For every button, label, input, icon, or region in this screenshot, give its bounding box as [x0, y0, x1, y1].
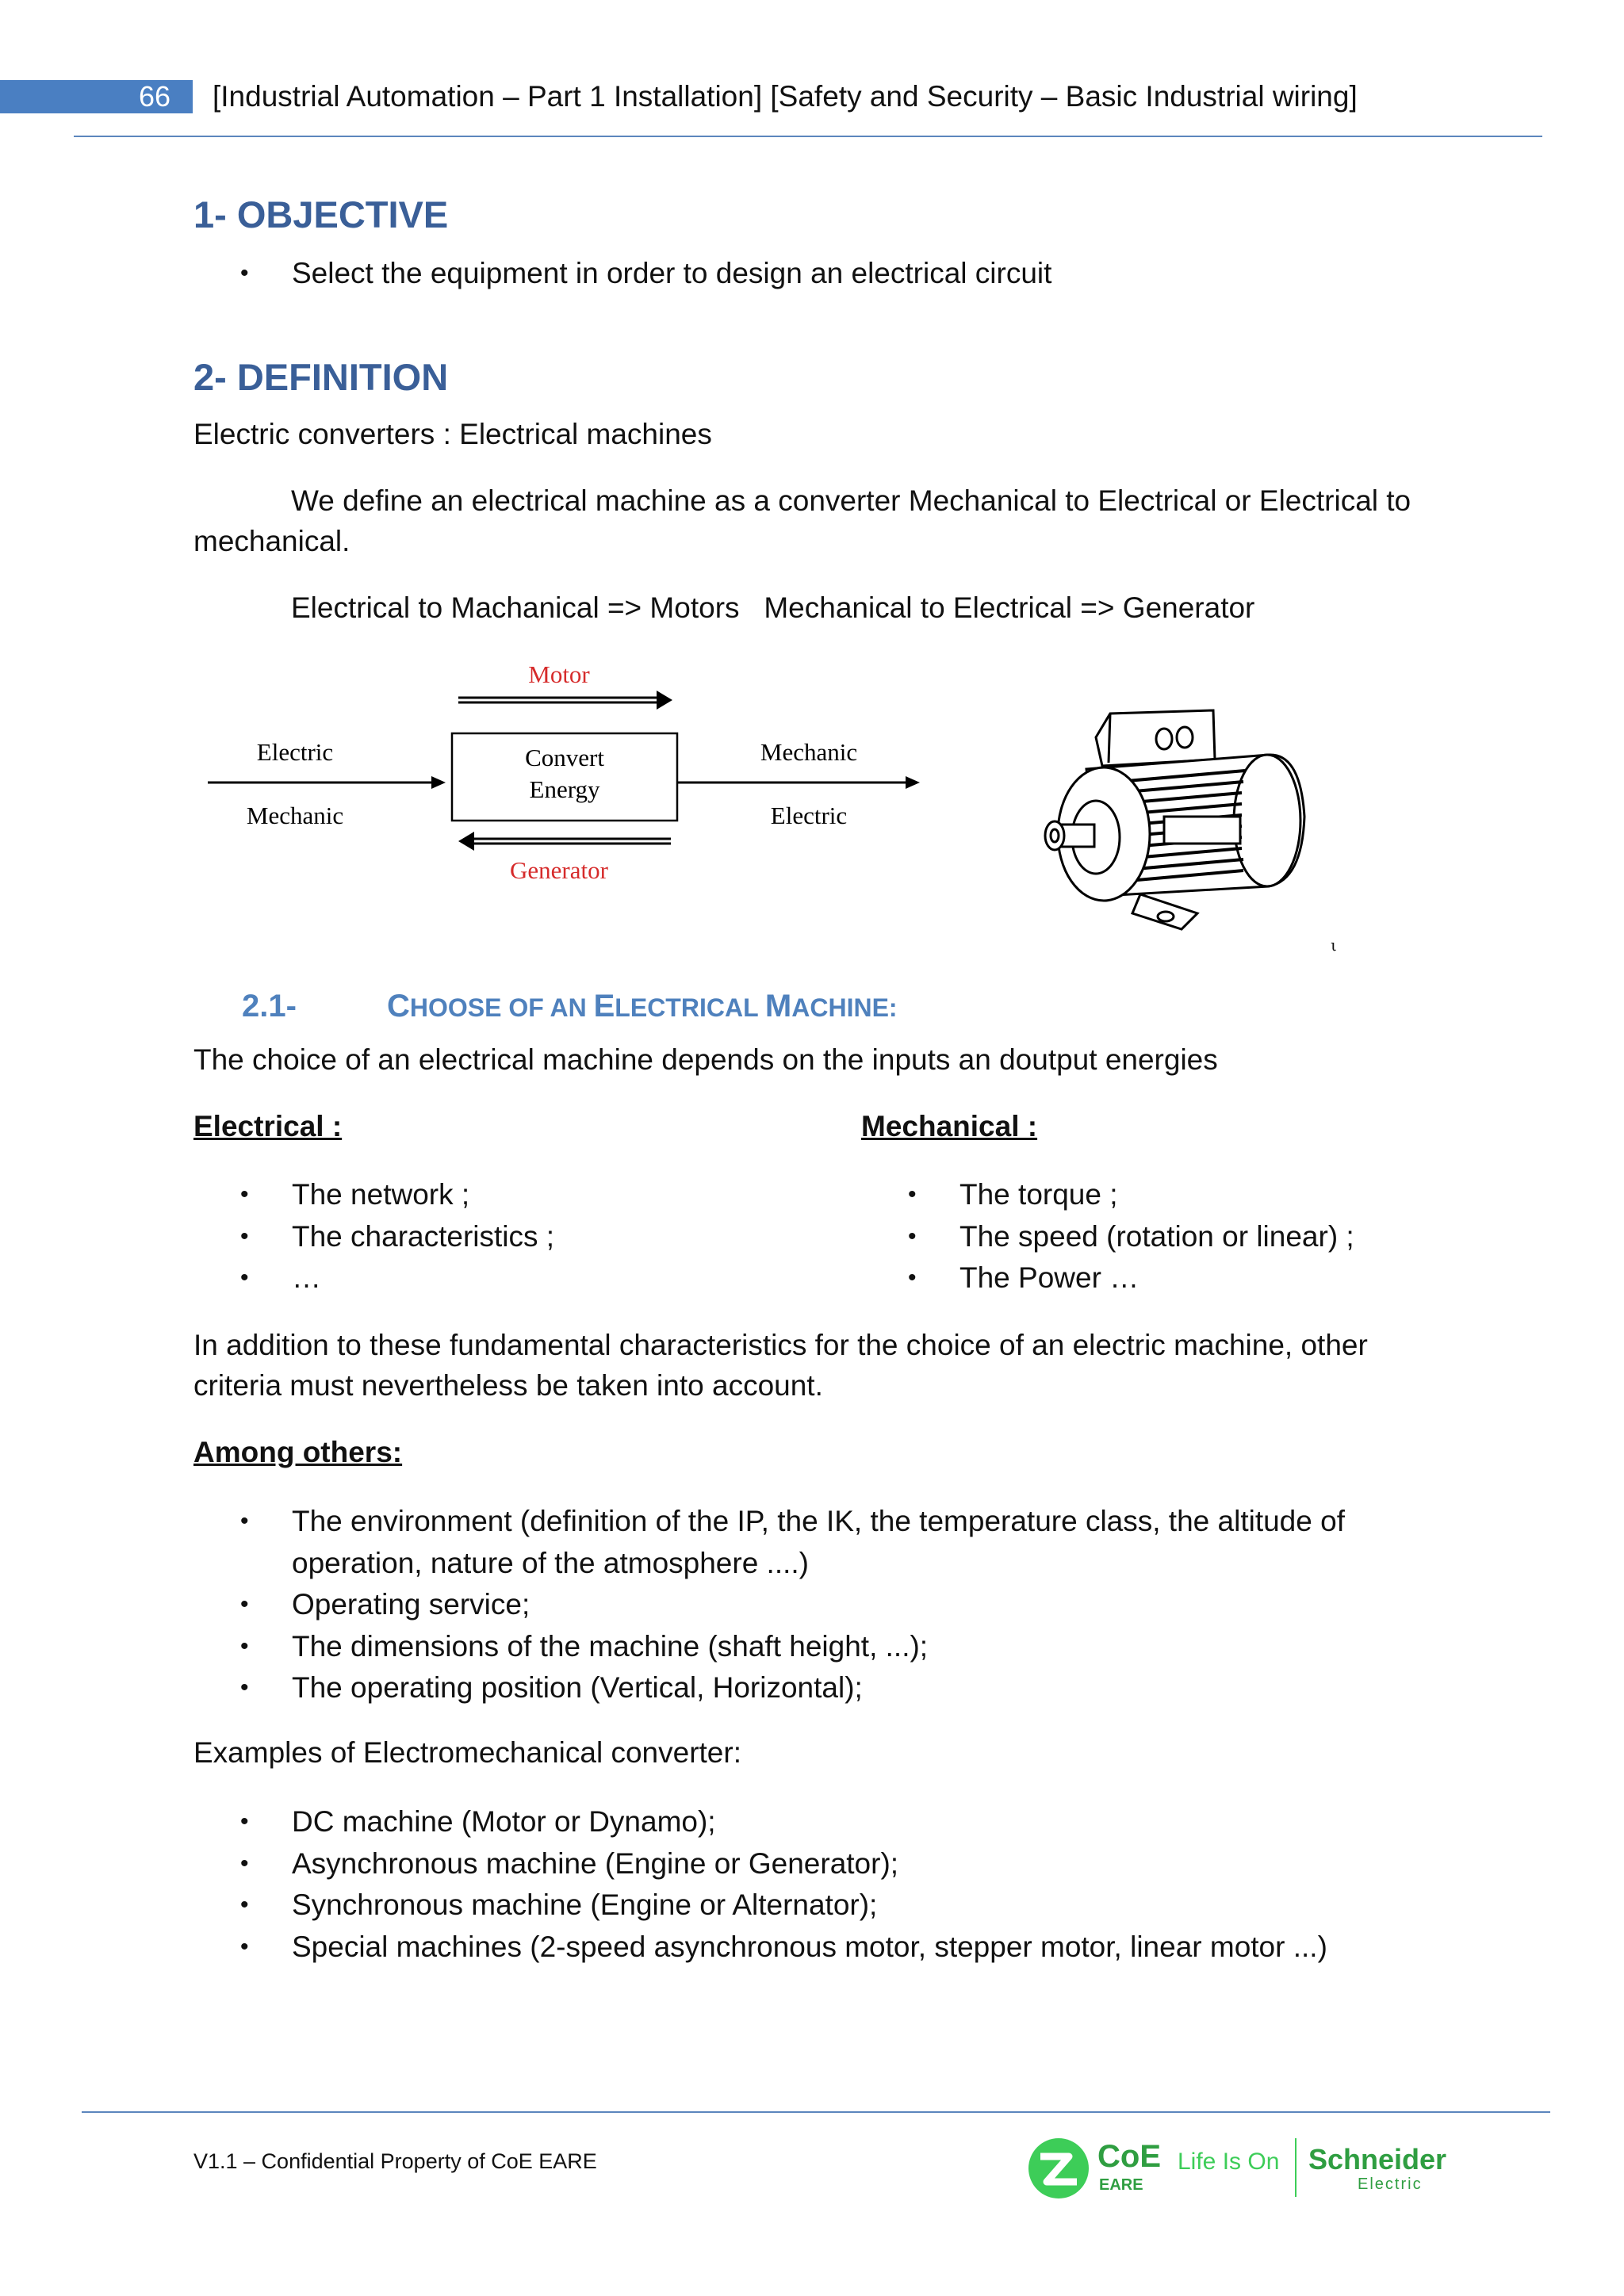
- motor-arrow-head: [657, 691, 672, 710]
- definition-line: Electrical to Machanical => Motors Mechanical to Electrical => Generator: [291, 591, 1255, 624]
- section-2-1-number: 2.1-: [242, 989, 297, 1024]
- generator-label: Generator: [510, 856, 608, 884]
- list-item: • Special machines (2-speed asynchronous motor, stepper motor, linear motor ...): [193, 1927, 1462, 1969]
- bullet-icon: •: [908, 1223, 917, 1249]
- life-is-on-logo: Life Is On: [1178, 2149, 1280, 2175]
- bullet-icon: •: [240, 1674, 249, 1701]
- schneider-logo: Schneider: [1308, 2143, 1447, 2175]
- stray-mark: ι: [1331, 936, 1337, 955]
- footer-text: V1.1 – Confidential Property of CoE EARE: [193, 2149, 597, 2173]
- bullet-icon: •: [908, 1181, 917, 1207]
- bullet-icon: •: [240, 1591, 249, 1617]
- definition-heading: 2- DEFINITION: [193, 356, 449, 398]
- section-2-1-title: CHOOSE OF AN ELECTRICAL MACHINE:: [387, 989, 898, 1024]
- bullet-icon: •: [240, 1508, 249, 1534]
- list-item: • The operating position (Vertical, Horizontal);: [193, 1667, 1431, 1709]
- list-item: • Synchronous machine (Engine or Alternator);: [193, 1885, 1462, 1927]
- among-others-list: [193, 1501, 1431, 1709]
- list-item: • The network ;: [193, 1174, 796, 1216]
- bullet-icon: •: [240, 1265, 249, 1291]
- objective-list: [193, 253, 1462, 295]
- list-item: • The characteristics ;: [193, 1216, 796, 1258]
- motor-label: Motor: [528, 660, 590, 688]
- bullet-icon: •: [240, 1181, 249, 1207]
- list-item: • The speed (rotation or linear) ;: [861, 1216, 1496, 1258]
- objective-heading: 1- OBJECTIVE: [193, 193, 449, 235]
- generator-arrow-head: [458, 832, 474, 851]
- list-item: • Select the equipment in order to design an electrical circuit: [193, 253, 1462, 295]
- header-rule: [74, 136, 1542, 137]
- electric-motor-image: [1031, 706, 1316, 936]
- list-item: • Operating service;: [193, 1584, 1431, 1626]
- coe-logo-icon: [1023, 2133, 1094, 2204]
- bullet-icon: •: [240, 1933, 249, 1960]
- left-mechanic-label: Mechanic: [246, 802, 344, 829]
- footer-rule: [82, 2111, 1550, 2113]
- section-2-1-intro: The choice of an electrical machine depends on the inputs an doutput energies: [193, 1043, 1218, 1076]
- list-item: • …: [193, 1257, 796, 1299]
- examples-label: Examples of Electromechanical converter:: [193, 1736, 741, 1769]
- header-title: [Industrial Automation – Part 1 Installation] [Safety and Security – Basic Industrial wiring]: [213, 80, 1358, 113]
- coe-logo-text: CoE: [1097, 2139, 1161, 2174]
- addition-paragraph: In addition to these fundamental characteristics for the choice of an electric machine, other criteria must nevertheless be taken into account.: [193, 1329, 1368, 1402]
- bullet-icon: •: [908, 1265, 917, 1291]
- list-item: • The environment (definition of the IP, the IK, the temperature class, the altitude of operation, nature of the atmosphere ....): [193, 1501, 1431, 1584]
- left-electric-label: Electric: [256, 738, 334, 766]
- among-others-label: Among others:: [193, 1436, 403, 1468]
- right-mechanic-label: Mechanic: [760, 738, 858, 766]
- energy-conversion-diagram: [190, 658, 952, 896]
- input-arrow-head: [431, 776, 446, 789]
- bullet-icon: •: [240, 1892, 249, 1918]
- page-number: 66: [0, 80, 193, 113]
- definition-subtitle: Electric converters : Electrical machines: [193, 418, 712, 450]
- eare-logo-text: EARE: [1099, 2176, 1143, 2194]
- mechanical-label: Mechanical :: [861, 1110, 1038, 1142]
- mechanical-list: [861, 1174, 1496, 1299]
- examples-list: [193, 1801, 1462, 1968]
- electrical-label: Electrical :: [193, 1110, 343, 1142]
- logo-divider: [1295, 2138, 1297, 2197]
- bullet-icon: •: [240, 1223, 249, 1249]
- right-electric-label: Electric: [770, 802, 848, 829]
- list-item: • The Power …: [861, 1257, 1496, 1299]
- list-item: • DC machine (Motor or Dynamo);: [193, 1801, 1462, 1843]
- bullet-icon: •: [240, 260, 249, 286]
- output-arrow-head: [906, 776, 920, 789]
- list-item: • The torque ;: [861, 1174, 1496, 1216]
- definition-paragraph: We define an electrical machine as a converter Mechanical to Electrical or Electrical to mechanical.: [193, 484, 1411, 557]
- electric-logo-text: Electric: [1358, 2175, 1423, 2193]
- list-item: • Asynchronous machine (Engine or Generator);: [193, 1843, 1462, 1885]
- bullet-icon: •: [240, 1850, 249, 1877]
- electrical-list: [193, 1174, 796, 1299]
- box-text-energy: Energy: [529, 775, 600, 803]
- bullet-icon: •: [240, 1632, 249, 1659]
- bullet-icon: •: [240, 1808, 249, 1835]
- box-text-convert: Convert: [525, 744, 604, 771]
- list-item: • The dimensions of the machine (shaft height, ...);: [193, 1626, 1431, 1668]
